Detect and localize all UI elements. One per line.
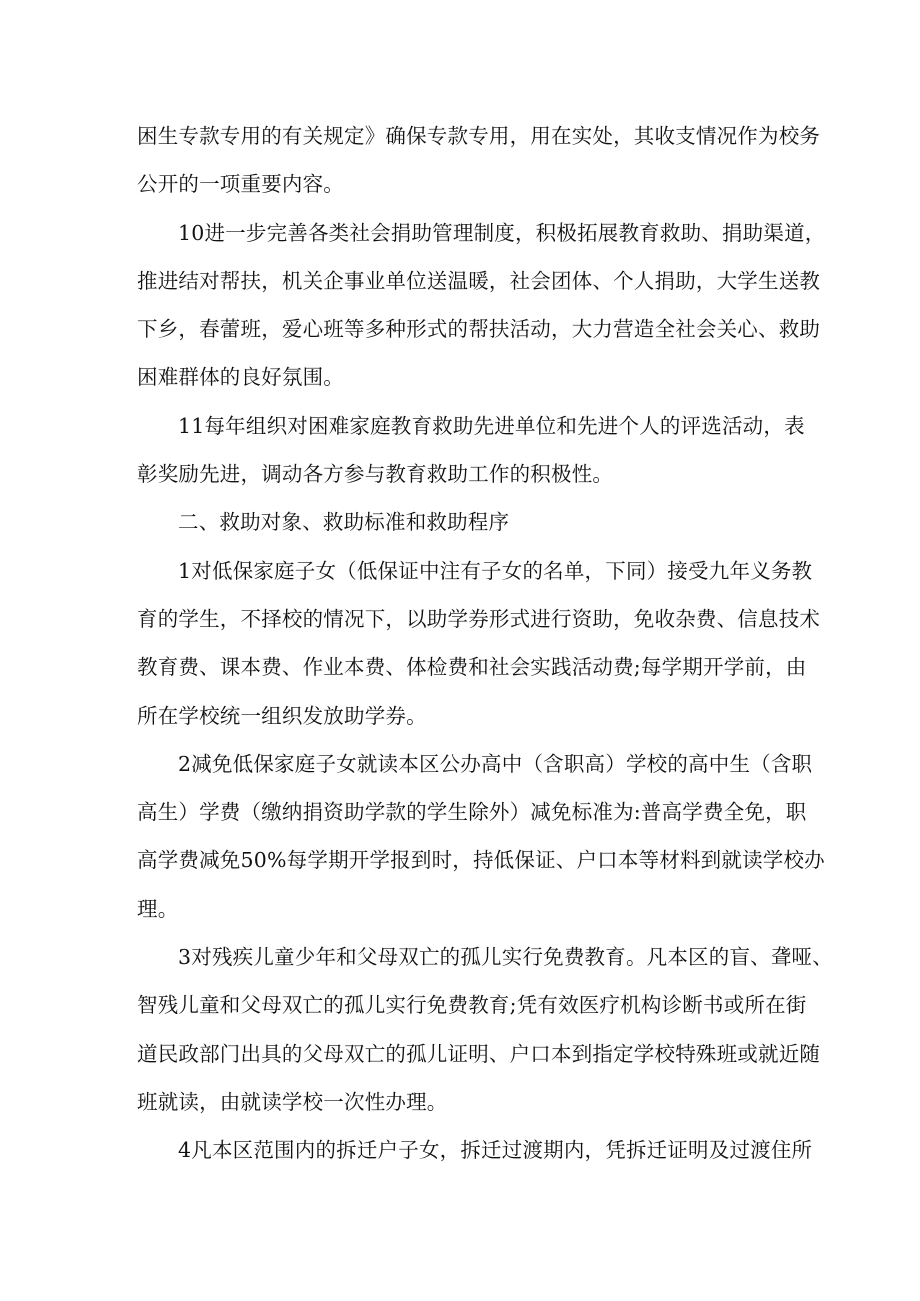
text-line: 11每年组织对困难家庭教育救助先进单位和先进个人的评选活动，表 — [178, 413, 805, 438]
section-heading — [137, 498, 797, 546]
text-line: 教育费、课本费、作业本费、体检费和社会实践活动费;每学期开学前，由 — [137, 655, 807, 680]
text-line: 班就读，由就读学校一次性办理。 — [137, 1089, 448, 1114]
text-line: 智残儿童和父母双亡的孤儿实行免费教育;凭有效医疗机构诊断书或所在街 — [137, 993, 807, 1018]
text-line: 高生）学费（缴纳捐资助学款的学生除外）减免标准为:普高学费全免，职 — [137, 800, 807, 825]
paragraph-7 — [137, 1126, 813, 1174]
text-line: 下乡，春蕾班，爱心班等多种形式的帮扶活动，大力营造全社会关心、救助 — [137, 317, 821, 342]
text-line: 4凡本区范围内的拆迁户子女，拆迁过渡期内，凭拆迁证明及过渡住所 — [178, 1138, 813, 1163]
paragraph-2 — [137, 209, 826, 402]
text-line: 理。 — [137, 896, 179, 921]
text-line: 2减免低保家庭子女就读本区公办高中（含职高）学校的高中生（含职 — [178, 751, 813, 776]
text-line: 推进结对帮扶，机关企事业单位送温暖，社会团体、个人捐助，大学生送教 — [137, 268, 821, 293]
text-line: 所在学校统一组织发放助学券。 — [137, 703, 427, 728]
text-line: 1对低保家庭子女（低保证中注有子女的名单，下同）接受九年义务教 — [178, 558, 813, 583]
text-line: 10进一步完善各类社会捐助管理制度，积极拓展教育救助、捐助渠道， — [178, 220, 826, 245]
text-line: 公开的一项重要内容。 — [137, 172, 344, 197]
text-line: 育的学生，不择校的情况下，以助学券形式进行资助，免收杂费、信息技术 — [137, 606, 821, 631]
text-line: 困生专款专用的有关规定》确保专款专用，用在实处，其收支情况作为校务 — [137, 124, 821, 148]
paragraph-1 — [137, 112, 821, 209]
text-line: 高学费减免50%每学期开学报到时，持低保证、户口本等材料到就读学校办 — [137, 848, 825, 873]
paragraph-5 — [137, 740, 825, 933]
paragraph-3 — [137, 402, 805, 499]
paragraph-6 — [137, 933, 833, 1126]
paragraph-4 — [137, 547, 821, 740]
text-line: 道民政部门出具的父母双亡的孤儿证明、户口本到指定学校特殊班或就近随 — [137, 1041, 821, 1066]
text-line: 3对残疾儿童少年和父母双亡的孤儿实行免费教育。凡本区的盲、聋哑、 — [178, 945, 833, 970]
text-line: 困难群体的良好氛围。 — [137, 365, 344, 390]
heading-text: 二、救助对象、救助标准和救助程序 — [178, 510, 510, 535]
text-line: 彰奖励先进，调动各方参与教育救助工作的积极性。 — [137, 462, 614, 487]
document-body — [137, 112, 833, 1175]
